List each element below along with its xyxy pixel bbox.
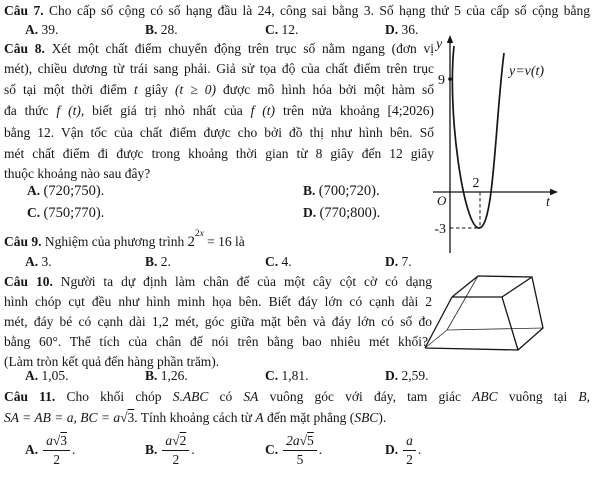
option-a: A. 3.: [25, 254, 52, 269]
option-d: D. 7.: [385, 254, 412, 269]
question-8-line-1: Câu 8. Xét một chất điểm chuyển động trên trục số nằm ngang (đơn vị: [4, 41, 434, 56]
option-b: B. 28.: [145, 22, 178, 37]
option-b: B. 2.: [145, 254, 171, 269]
question-10-line-4: bằng 60°. Thể tích của chân đế nói trên bằng bao nhiêu mét khối?: [4, 334, 428, 349]
question-8-line-7: thuộc khoảng nào sau đây?: [4, 166, 151, 181]
option-b: B. $\frac{a√2}{2}$ .: [145, 433, 195, 467]
velocity-graph-svg: [430, 33, 605, 265]
option-a: A. 1,05.: [25, 368, 69, 383]
velocity-graph-figure: [430, 33, 605, 269]
question-7-label: Câu 7.: [4, 3, 44, 18]
fraction: $\frac{a√3}{2}$: [43, 432, 70, 468]
t-axis-label: t: [546, 195, 550, 210]
option-c: C. $\frac{2a√5}{5}$ .: [265, 433, 323, 467]
origin-label: O: [437, 193, 447, 208]
t-tick-label: 2: [472, 176, 480, 191]
question-9-label: Câu 9.: [4, 234, 42, 249]
curve-equation-label: y=v(t): [509, 64, 545, 79]
option-d: D. (770;800).: [303, 205, 381, 221]
question-10-line-2: hình chóp cụt đều như hình minh họa bên. Biết đáy lớn có cạnh dài 2: [4, 294, 432, 309]
option-b: B. (700;720).: [303, 183, 380, 199]
question-11-label: Câu 11.: [4, 389, 56, 404]
question-9-text: Câu 9. Nghiệm của phương trình $2^{2x} = 16$ là: [4, 228, 245, 250]
frustum-svg: [418, 268, 558, 358]
option-d: D. $\frac{a}{2}$ .: [385, 433, 422, 467]
question-8-label: Câu 8.: [4, 41, 45, 56]
option-c: C. 1,81.: [265, 368, 309, 383]
question-7-text: Câu 7. Cho cấp số cộng có số hạng đầu là 24, công sai bằng 3. Số hạng thứ 5 của cấp số cộng bằng: [4, 3, 590, 18]
question-10-line-3: mét, đáy bé có cạnh dài 1,2 mét, góc giữa mặt bên và đáy lớn có số đo: [4, 314, 432, 329]
exponent: 2x: [194, 228, 204, 239]
frustum-figure: [418, 268, 558, 362]
question-8-line-3: số tại một thời điểm t giây (t ≥ 0) được mô hình hóa bởi một hàm số: [4, 82, 434, 97]
question-8-line-4: đa thức f (t), biết giá trị nhỏ nhất của f (t) trên nửa khoảng [4;2026): [4, 103, 434, 118]
question-10-line-5: (Làm tròn kết quả đến hàng phần trăm).: [4, 354, 220, 369]
option-c: C. 12.: [265, 22, 299, 37]
fraction: $\frac{a}{2}$: [403, 432, 416, 468]
frustum-hidden-edges: [425, 276, 543, 348]
option-b: B. 1,26.: [145, 368, 188, 383]
question-11-line-2: SA = AB = a, BC = a√3. Tính khoảng cách từ A đến mặt phẳng (SBC).: [4, 410, 387, 425]
option-a: A. 39.: [25, 22, 59, 37]
t-axis-arrow-icon: [550, 189, 558, 195]
question-10-line-1: Câu 10. Người ta dự định làm chân đế của một cây cột cờ có dạng: [4, 274, 433, 289]
option-c: C. (750;770).: [27, 205, 105, 221]
velocity-curve: [452, 46, 504, 228]
option-a: A. (720;750).: [27, 183, 105, 199]
y-axis-arrow-icon: [447, 35, 453, 43]
option-d: D. 2,59.: [385, 368, 429, 383]
option-a: A. $\frac{a√3}{2}$ .: [25, 433, 76, 467]
fraction: $\frac{a√2}{2}$: [162, 432, 189, 468]
min-value-label: -3: [434, 222, 446, 237]
question-10-options: [0, 366, 608, 386]
question-8-line-6: mét chất điểm đi được trong khoảng thời gian từ 8 giây đến 12 giây: [4, 146, 434, 161]
question-8-line-2: mét), chiều dương từ trái sang phải. Giả sử tọa độ của chất điểm trên trục: [4, 61, 434, 76]
question-11-options: [0, 428, 608, 472]
question-11-line-1: Câu 11. Cho khối chóp S.ABC có SA vuông góc với đáy, tam giác ABC vuông tại B,: [4, 389, 591, 404]
y-axis-label: y: [436, 37, 443, 52]
y-intercept-point: [448, 77, 452, 81]
question-10-label: Câu 10.: [4, 274, 53, 289]
option-d: D. 36.: [385, 22, 419, 37]
question-8-line-5: bằng 12. Vận tốc của chất điểm được cho bởi đồ thị như hình bên. Số: [4, 125, 434, 140]
option-c: C. 4.: [265, 254, 292, 269]
fraction: $\frac{2a√5}{5}$: [283, 432, 317, 468]
frustum-visible-edges: [425, 276, 543, 350]
y-intercept-label: 9: [438, 73, 445, 88]
